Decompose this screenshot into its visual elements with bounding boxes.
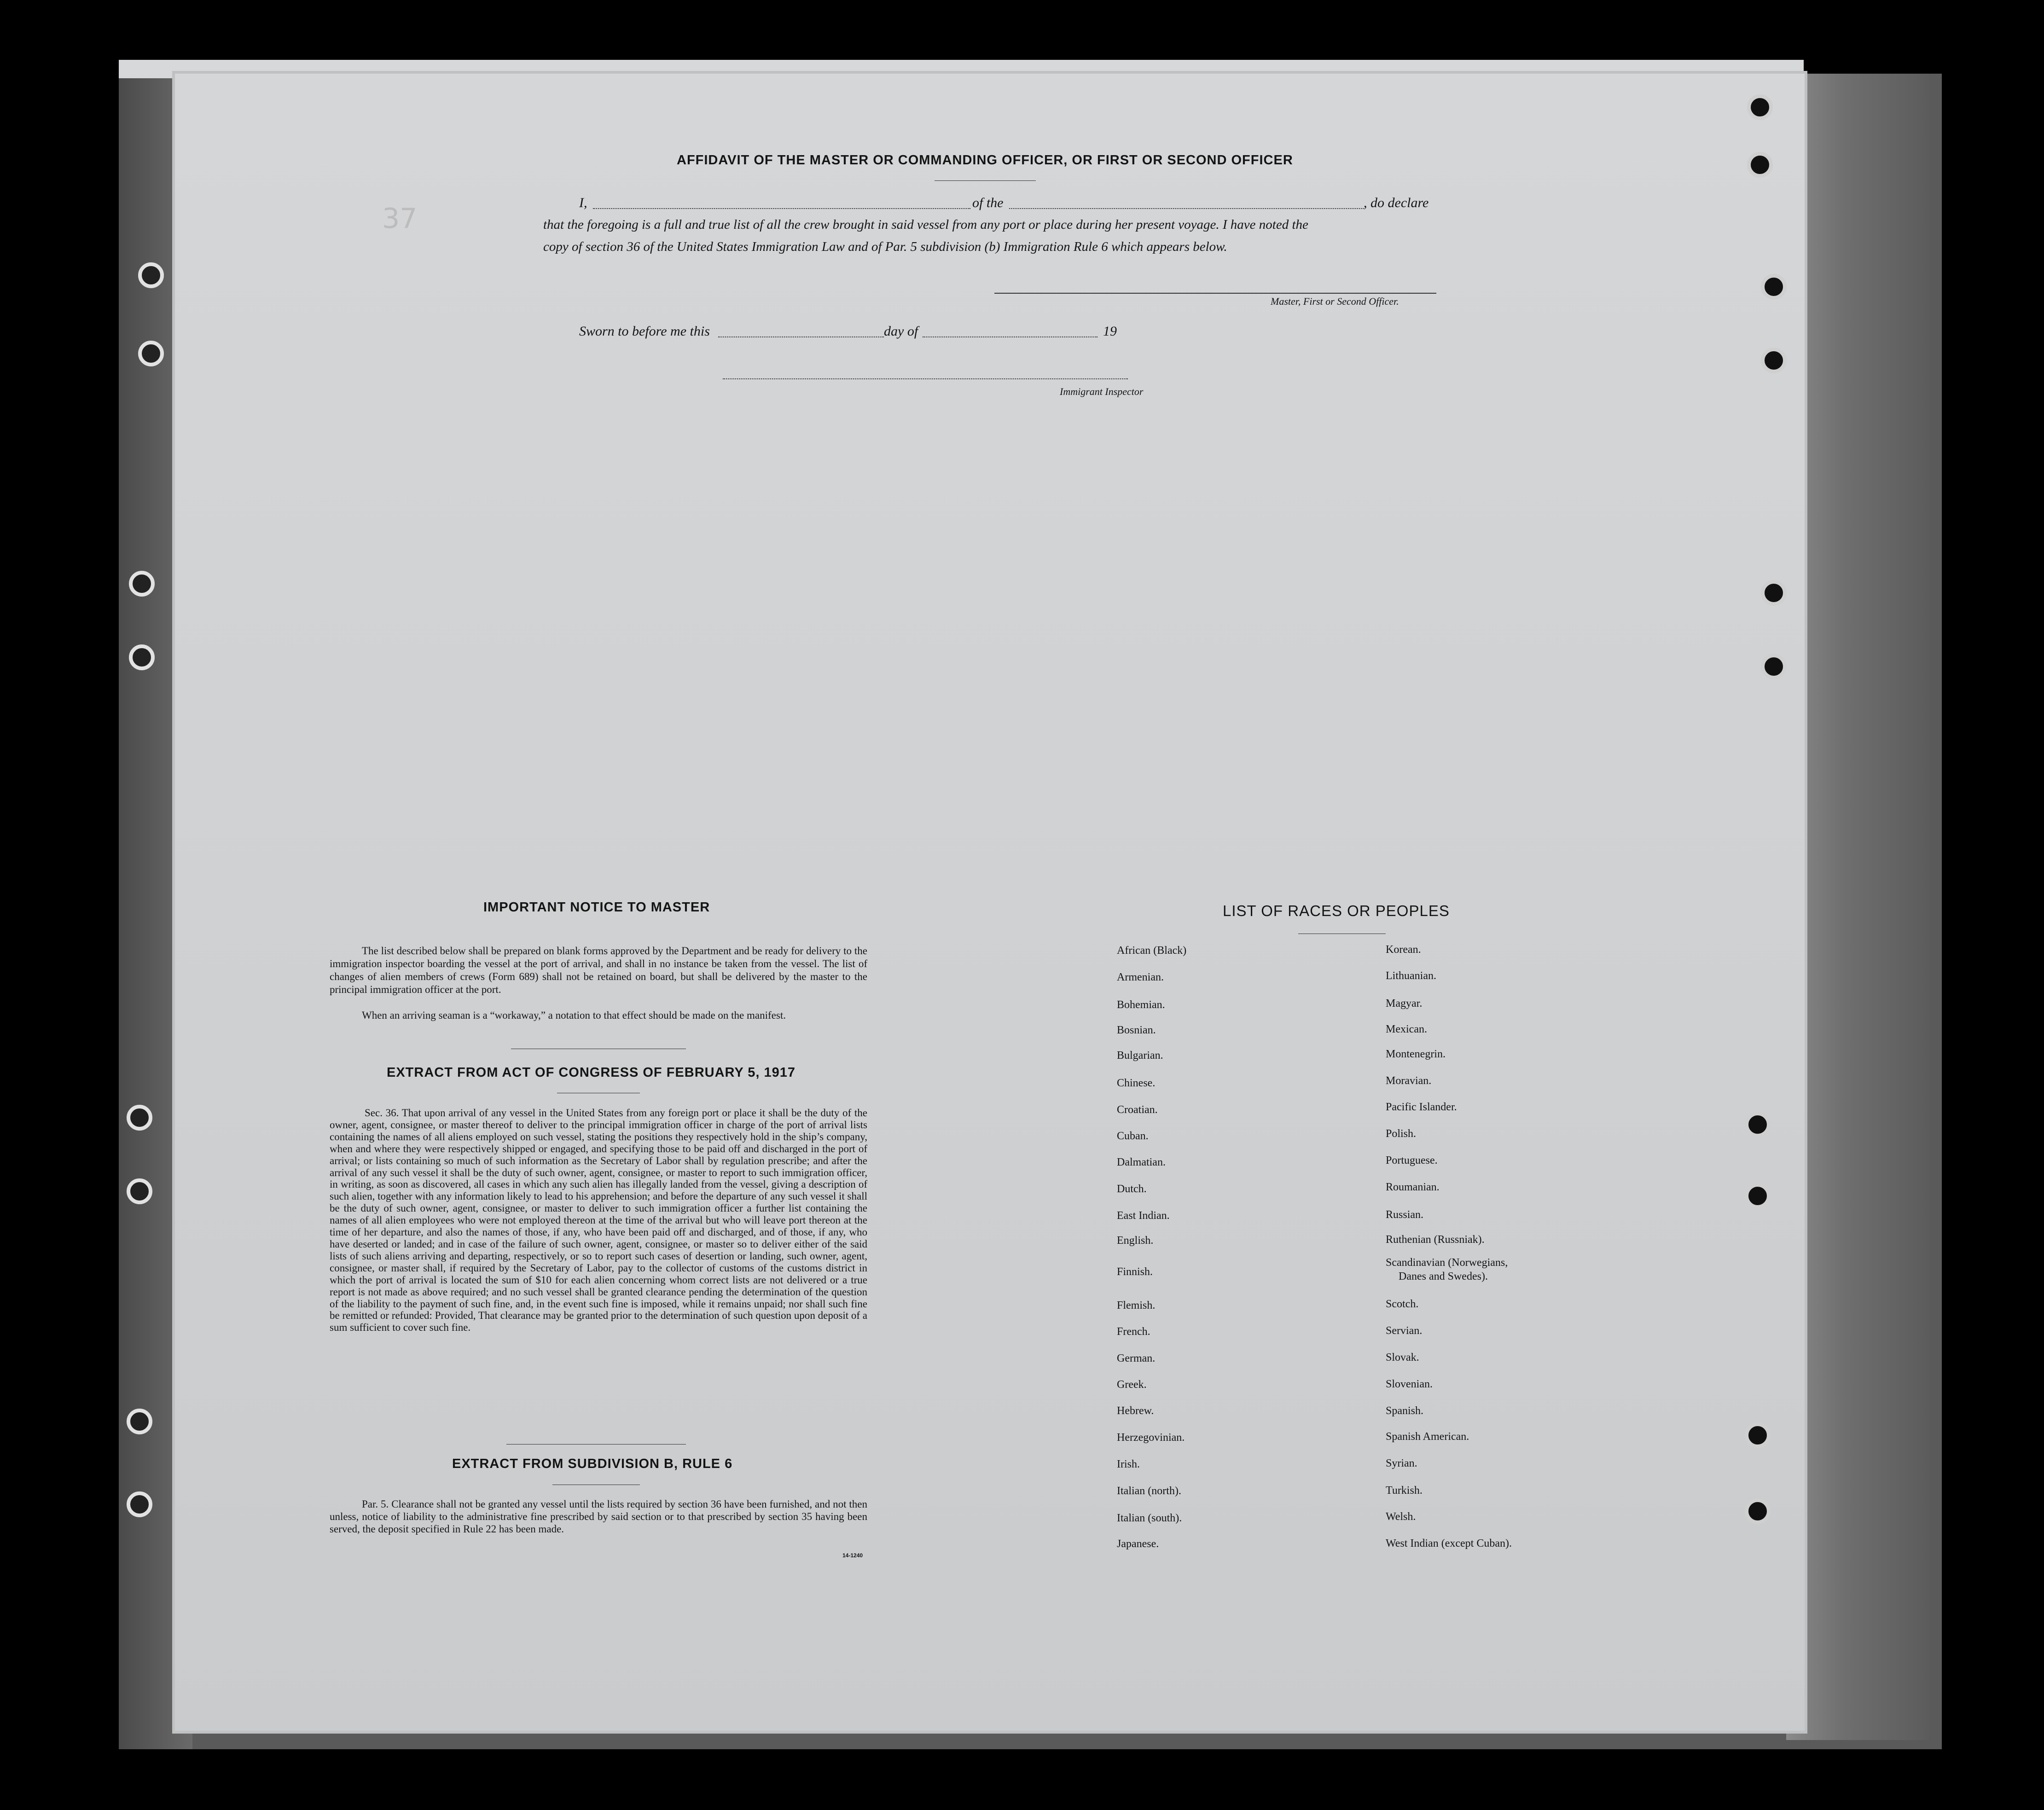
binder-hole-icon	[1761, 348, 1787, 373]
race-item: French.	[1117, 1326, 1150, 1338]
race-item: Japanese.	[1117, 1538, 1159, 1550]
race-item: Italian (south).	[1117, 1512, 1182, 1524]
binder-hole-icon	[1761, 274, 1787, 300]
binder-hole-icon	[129, 571, 155, 597]
race-item: Dalmatian.	[1117, 1156, 1166, 1168]
race-item: Bulgarian.	[1117, 1050, 1163, 1062]
race-item: Russian.	[1386, 1209, 1424, 1221]
binder-hole-icon	[129, 644, 155, 670]
race-item: Lithuanian.	[1386, 970, 1436, 982]
race-item: Chinese.	[1117, 1077, 1156, 1089]
race-item: Roumanian.	[1386, 1181, 1440, 1193]
binder-hole-icon	[127, 1178, 152, 1204]
race-item: Montenegrin.	[1386, 1048, 1446, 1060]
race-item: Greek.	[1117, 1379, 1147, 1391]
notice-title: IMPORTANT NOTICE TO MASTER	[483, 900, 710, 915]
year-prefix: 19	[1103, 324, 1117, 339]
race-item: Moravian.	[1386, 1075, 1432, 1087]
binder-hole-icon	[127, 1409, 152, 1434]
notice-paragraph-2: When an arriving seaman is a “workaway,” a notation to that effect should be made on the manifest.	[362, 1009, 786, 1021]
race-item: Slovak.	[1386, 1352, 1419, 1363]
race-item: Scandinavian (Norwegians,	[1386, 1257, 1508, 1269]
affidavit-title: AFFIDAVIT OF THE MASTER OR COMMANDING OFFICER, OR FIRST OR SECOND OFFICER	[677, 153, 1293, 168]
form-number: 14-1240	[842, 1552, 863, 1559]
race-item: Finnish.	[1117, 1266, 1153, 1278]
race-item: Bohemian.	[1117, 999, 1165, 1011]
affidavit-line1-declare: , do declare	[1364, 195, 1429, 210]
binder-hole-icon	[1761, 580, 1787, 606]
race-item: Irish.	[1117, 1458, 1140, 1470]
binder-hole-icon	[127, 1105, 152, 1131]
document-page	[175, 74, 1805, 1731]
name-blank	[593, 208, 970, 209]
affidavit-line1-i: I,	[579, 195, 587, 210]
binder-hole-icon	[1747, 94, 1773, 120]
race-item: Flemish.	[1117, 1299, 1156, 1311]
race-item: West Indian (except Cuban).	[1386, 1537, 1512, 1549]
race-item: Hebrew.	[1117, 1405, 1154, 1417]
binder-hole-icon	[138, 341, 164, 366]
race-item: Servian.	[1386, 1325, 1423, 1337]
races-title: LIST OF RACES OR PEOPLES	[1223, 902, 1450, 919]
race-item: Ruthenian (Russniak).	[1386, 1234, 1485, 1246]
race-item: Turkish.	[1386, 1485, 1423, 1497]
race-item: Welsh.	[1386, 1511, 1416, 1523]
section-divider	[506, 1444, 686, 1445]
extract-act-title: EXTRACT FROM ACT OF CONGRESS OF FEBRUARY 5, 1917	[387, 1065, 796, 1080]
race-item: Spanish.	[1386, 1405, 1424, 1417]
race-item: Scotch.	[1386, 1298, 1419, 1310]
inspector-label: Immigrant Inspector	[1060, 386, 1144, 397]
inspector-signature-line	[723, 378, 1128, 379]
binder-hole-icon	[138, 262, 164, 288]
day-of: day of	[884, 324, 918, 339]
sworn-before: Sworn to before me this	[579, 324, 710, 339]
race-item: Spanish American.	[1386, 1431, 1469, 1443]
race-item: English.	[1117, 1235, 1154, 1247]
race-item: Armenian.	[1117, 971, 1164, 983]
race-item: Italian (north).	[1117, 1485, 1181, 1497]
extract-rule-title: EXTRACT FROM SUBDIVISION B, RULE 6	[452, 1456, 733, 1471]
master-signature-label: Master, First or Second Officer.	[1271, 296, 1399, 307]
race-item: Magyar.	[1386, 998, 1423, 1009]
race-item: Croatian.	[1117, 1104, 1158, 1116]
margin-pencil-mark: 37	[382, 203, 418, 235]
race-item: Dutch.	[1117, 1183, 1147, 1195]
race-item: Bosnian.	[1117, 1024, 1156, 1036]
race-item: Cuban.	[1117, 1130, 1149, 1142]
race-item: Pacific Islander.	[1386, 1101, 1457, 1113]
affidavit-line2: that the foregoing is a full and true list of all the crew brought in said vessel from any port or place during her present voyage. I have noted the	[543, 217, 1308, 232]
race-item: Korean.	[1386, 944, 1421, 956]
affidavit-line1-of-the: of the	[972, 195, 1004, 210]
affidavit-line3: copy of section 36 of the United States Immigration Law and of Par. 5 subdivision (b) Immigration Rule 6 which appears below.	[543, 239, 1227, 254]
binder-hole-icon	[1747, 152, 1773, 178]
binder-right-edge	[1786, 74, 1929, 1740]
race-item: Syrian.	[1386, 1457, 1417, 1469]
binder-hole-icon	[127, 1491, 152, 1517]
race-item: Danes and Swedes).	[1399, 1270, 1488, 1282]
binder-hole-icon	[1761, 654, 1787, 679]
binder-hole-icon	[1745, 1498, 1771, 1524]
sworn-day-blank	[718, 336, 884, 337]
race-item: German.	[1117, 1352, 1156, 1364]
master-signature-line	[994, 293, 1436, 294]
notice-paragraph-1: The list described below shall be prepared on blank forms approved by the Department and be ready for delivery to the immigration inspector boarding the vessel at the port of arrival, and shall in no instance be taken from the vessel. The list of changes of alien members of crews (Form 689) shall not be retained on board, but shall be delivered by the master to the principal immigration officer at the port.	[330, 945, 867, 995]
race-item: Portuguese.	[1386, 1154, 1438, 1166]
sworn-month-blank	[923, 336, 1097, 337]
race-item: Polish.	[1386, 1128, 1417, 1140]
race-item: Herzegovinian.	[1117, 1432, 1185, 1444]
vessel-blank	[1009, 208, 1364, 209]
race-item: East Indian.	[1117, 1210, 1170, 1222]
binder-hole-icon	[1745, 1183, 1771, 1209]
binder-hole-icon	[1745, 1422, 1771, 1448]
title-underline	[935, 180, 1036, 181]
race-item: African (Black)	[1117, 945, 1187, 957]
extract-rule-text: Par. 5. Clearance shall not be granted any vessel until the lists required by section 36 have been furnished, and not then unless, notice of liability to the administrative fine prescribed by said section or to that prescribed by section 35 having been served, the deposit specified in Rule 22 has been made.	[330, 1498, 867, 1535]
race-item: Mexican.	[1386, 1023, 1427, 1035]
race-item: Slovenian.	[1386, 1378, 1433, 1390]
extract-act-text: Sec. 36. That upon arrival of any vessel in the United States from any foreign port or place it shall be the duty of the owner, agent, consignee, or master thereof to deliver to the principal immigration officer in charge of the port of arrival lists containing the names of all aliens employed on such vessel, stating the positions they respectively hold in the ship’s company, when and where they were respectively shipped or engaged, and specifying those to be paid off and discharged in the port of arrival; or lists containing so much of such information as the Secretary of Labor shall by regulation prescribe; and after the arrival of any such vessel it shall be the duty of such owner, agent, consignee, or master to report to such immigration officer, in writing, as soon as discovered, all cases in which any such alien has illegally landed from the vessel, giving a description of such alien, together with any information likely to lead to his apprehension; and before the departure of any such vessel it shall be the duty of such owner, agent, consignee, or master to deliver to such immigration officer a further list containing the names of all alien employees who were not employed thereon at the time of the arrival but who will leave port thereon at the time of her departure, and also the names of those, if any, who have been paid off and discharged, and of those, if any, who have deserted or landed; and in case of the failure of such owner, agent, consignee, or master so to deliver either of the said lists of such aliens arriving and departing, respectively, or so to report such cases of desertion or landing, such owner, agent, consignee, or master shall, if required by the Secretary of Labor, pay to the collector of customs of the customs district in which the port of arrival is located the sum of $10 for each alien concerning whom correct lists are not delivered or a true report is not made as above required; and no such vessel shall be granted clearance pending the determination of the question of the liability to the payment of such fine, and, in the event such fine is imposed, while it remains unpaid; nor shall such fine be remitted or refunded: Provided, That clearance may be granted prior to the determination of such question upon deposit of a sum sufficient to cover such fine.	[330, 1107, 867, 1334]
binder-hole-icon	[1745, 1112, 1771, 1137]
